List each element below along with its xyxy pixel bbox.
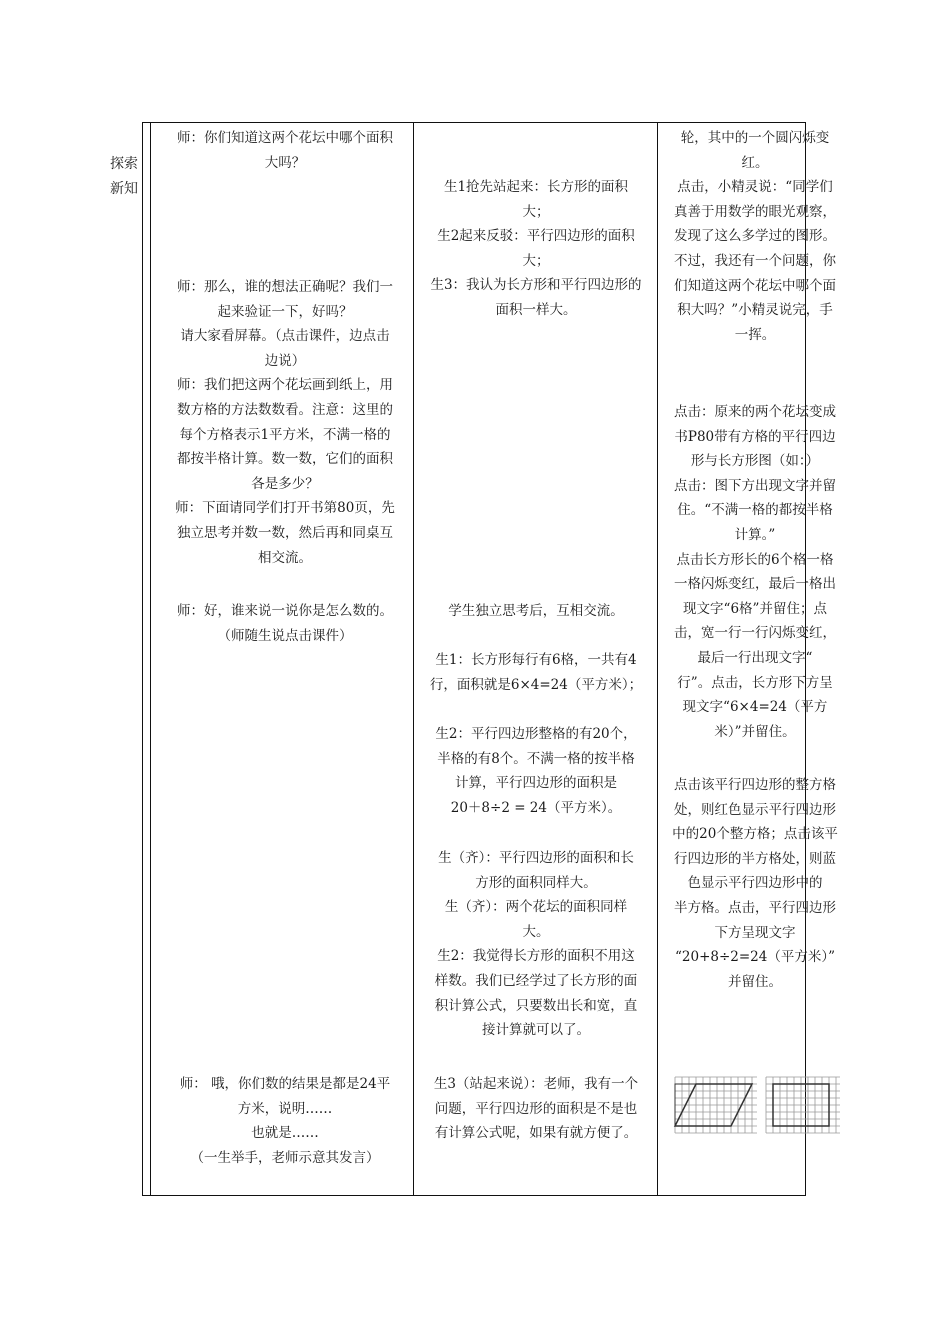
text-line: 问题，平行四边形的面积是不是也 [434,1100,638,1117]
text-line: 点击：图下方出现文字并留 [674,477,836,494]
text-line: 生2：我觉得长方形的面积不用这 [437,948,635,965]
text-line: 面积一样大。 [495,301,577,318]
text-line: 接计算就可以了。 [482,1022,590,1039]
teacher-column [160,122,410,1196]
courseware-block [664,126,846,347]
text-line: 点击长方形长的6个格一格 [676,551,834,568]
text-line: 最后一行出现文字“ [697,649,813,666]
text-line: “20+8÷2=24（平方米）” [674,949,836,966]
text-line: 点击该平行四边形的整方格 [674,777,836,793]
text-line: 形与长方形图（如：） [690,453,820,470]
courseware-column [664,122,846,1196]
text-line: 学生独立思考后，互相交流。 [448,603,624,619]
teacher-block [160,126,410,175]
text-line: 大； [522,203,550,220]
text-line: 边说） [264,352,306,369]
text-line: 每个方格表示1平方米，不满一格的 [179,426,391,443]
text-line: 师：那么，谁的想法正确呢？我们一 [177,279,393,295]
text-line: 相交流。 [258,549,312,566]
text-line: 独立思考并数一数，然后再和同桌互 [177,524,393,541]
text-line: 各是多少？ [251,475,319,492]
text-line: 米）”并留住。 [714,723,796,740]
column-divider [413,122,414,1196]
text-line: 也就是…… [251,1125,319,1142]
text-line: 一格闪烁变红，最后一格出 [674,576,836,593]
parallelogram-grid-image [673,1075,759,1135]
courseware-block [664,773,846,994]
text-line: 生2：平行四边形整格的有20个， [435,726,637,742]
text-line: 现文字“6格”并留住；点 [683,600,827,617]
column-divider [657,122,658,1196]
student-block [418,175,654,323]
section-label-line: 探索 [110,156,138,172]
text-line: 大； [522,252,550,269]
text-line: 红。 [741,154,769,171]
text-line: 生（齐）：平行四边形的面积和长 [438,850,634,866]
text-line: 击，宽一行一行闪烁变红， [674,625,836,642]
text-line: 师： 哦，你们数的结果是都是24平 [179,1076,391,1092]
section-label-line: 新知 [110,181,138,197]
text-line: 半方格。点击，平行四边形 [674,899,836,916]
student-block [418,599,654,624]
student-block [418,1072,654,1146]
text-line: （师随生说点击课件） [217,627,353,644]
text-line: 下方呈现文字 [714,924,796,941]
text-line: 生1抢先站起来：长方形的面积 [443,179,629,195]
text-line: 师：好，谁来说一说你是怎么数的。 [177,603,393,619]
student-block [418,722,654,820]
text-line: 行，面积就是6×4=24（平方米）； [429,676,643,693]
text-line: 生3（站起来说）：老师，我有一个 [433,1076,639,1092]
text-line: 并留住。 [728,973,782,990]
text-line: 20＋8÷2 = 24（平方米）。 [450,799,622,816]
text-line: 起来验证一下，好吗？ [217,303,353,320]
text-line: 计算，平行四边形的面积是 [455,775,617,792]
text-line: 不过，我还有一个问题，你 [674,252,836,269]
text-line: 一挥。 [734,326,776,343]
text-line: 计算。” [734,526,776,543]
text-line: 大。 [522,923,550,940]
text-line: 处，则红色显示平行四边形 [674,801,836,818]
teacher-block [160,275,410,570]
text-line: 半格的有8个。不满一格的按半格 [437,750,635,767]
text-line: 都按半格计算。数一数，它们的面积 [177,451,393,468]
rectangle-grid-image [764,1075,842,1135]
text-line: 们知道这两个花坛中哪个面 [674,277,836,294]
table-inner-border [150,122,151,1196]
text-line: 数方格的方法数数看。注意：这里的 [177,401,393,418]
text-line: 行四边形的半方格处，则蓝 [674,850,836,867]
teacher-block [160,599,410,648]
text-line: 方米，说明…… [237,1100,333,1117]
text-line: 师：下面请同学们打开书第80页，先 [175,500,395,517]
text-line: 师：你们知道这两个花坛中哪个面积 [177,130,393,146]
text-line: 住。“不满一格的都按半格 [677,502,833,519]
text-line: 有计算公式呢，如果有就方便了。 [434,1125,638,1142]
text-line: 真善于用数学的眼光观察， [674,203,836,220]
student-block [418,846,654,1043]
text-line: 生（齐）：两个花坛的面积同样 [444,899,628,916]
text-line: 生2起来反驳：平行四边形的面积 [437,228,635,245]
text-line: 轮，其中的一个圆闪烁变 [680,130,830,146]
text-line: 点击，小精灵说：“同学们 [677,179,833,196]
text-line: 请大家看屏幕。（点击课件，边点击 [180,328,390,345]
text-line: 积计算公式，只要数出长和宽，直 [434,997,638,1014]
section-label [106,152,142,202]
text-line: 中的20个整方格；点击该平 [672,826,838,843]
text-line: 行”。点击，长方形下方呈 [677,674,833,691]
text-line: （一生举手，老师示意其发言） [190,1149,380,1166]
text-line: 发现了这么多学过的图形。 [674,228,836,245]
text-line: 大吗？ [264,154,306,171]
courseware-block [664,400,846,744]
text-line: 方形的面积同样大。 [475,874,597,891]
text-line: 点击：原来的两个花坛变成 [674,404,836,420]
text-line: 生1：长方形每行有6格，一共有4 [435,652,637,668]
text-line: 积大吗？”小精灵说完，手 [677,302,833,319]
text-line: 现文字“6×4=24（平方 [682,699,828,716]
text-line: 样数。我们已经学过了长方形的面 [434,972,638,989]
teacher-block [160,1072,410,1170]
student-column [418,122,654,1196]
text-line: 色显示平行四边形中的 [687,875,823,892]
text-line: 师：我们把这两个花坛画到纸上，用 [177,377,393,394]
text-line: 生3：我认为长方形和平行四边形的 [430,277,642,294]
student-block [418,648,654,697]
text-line: 书P80带有方格的平行四边 [674,428,836,445]
